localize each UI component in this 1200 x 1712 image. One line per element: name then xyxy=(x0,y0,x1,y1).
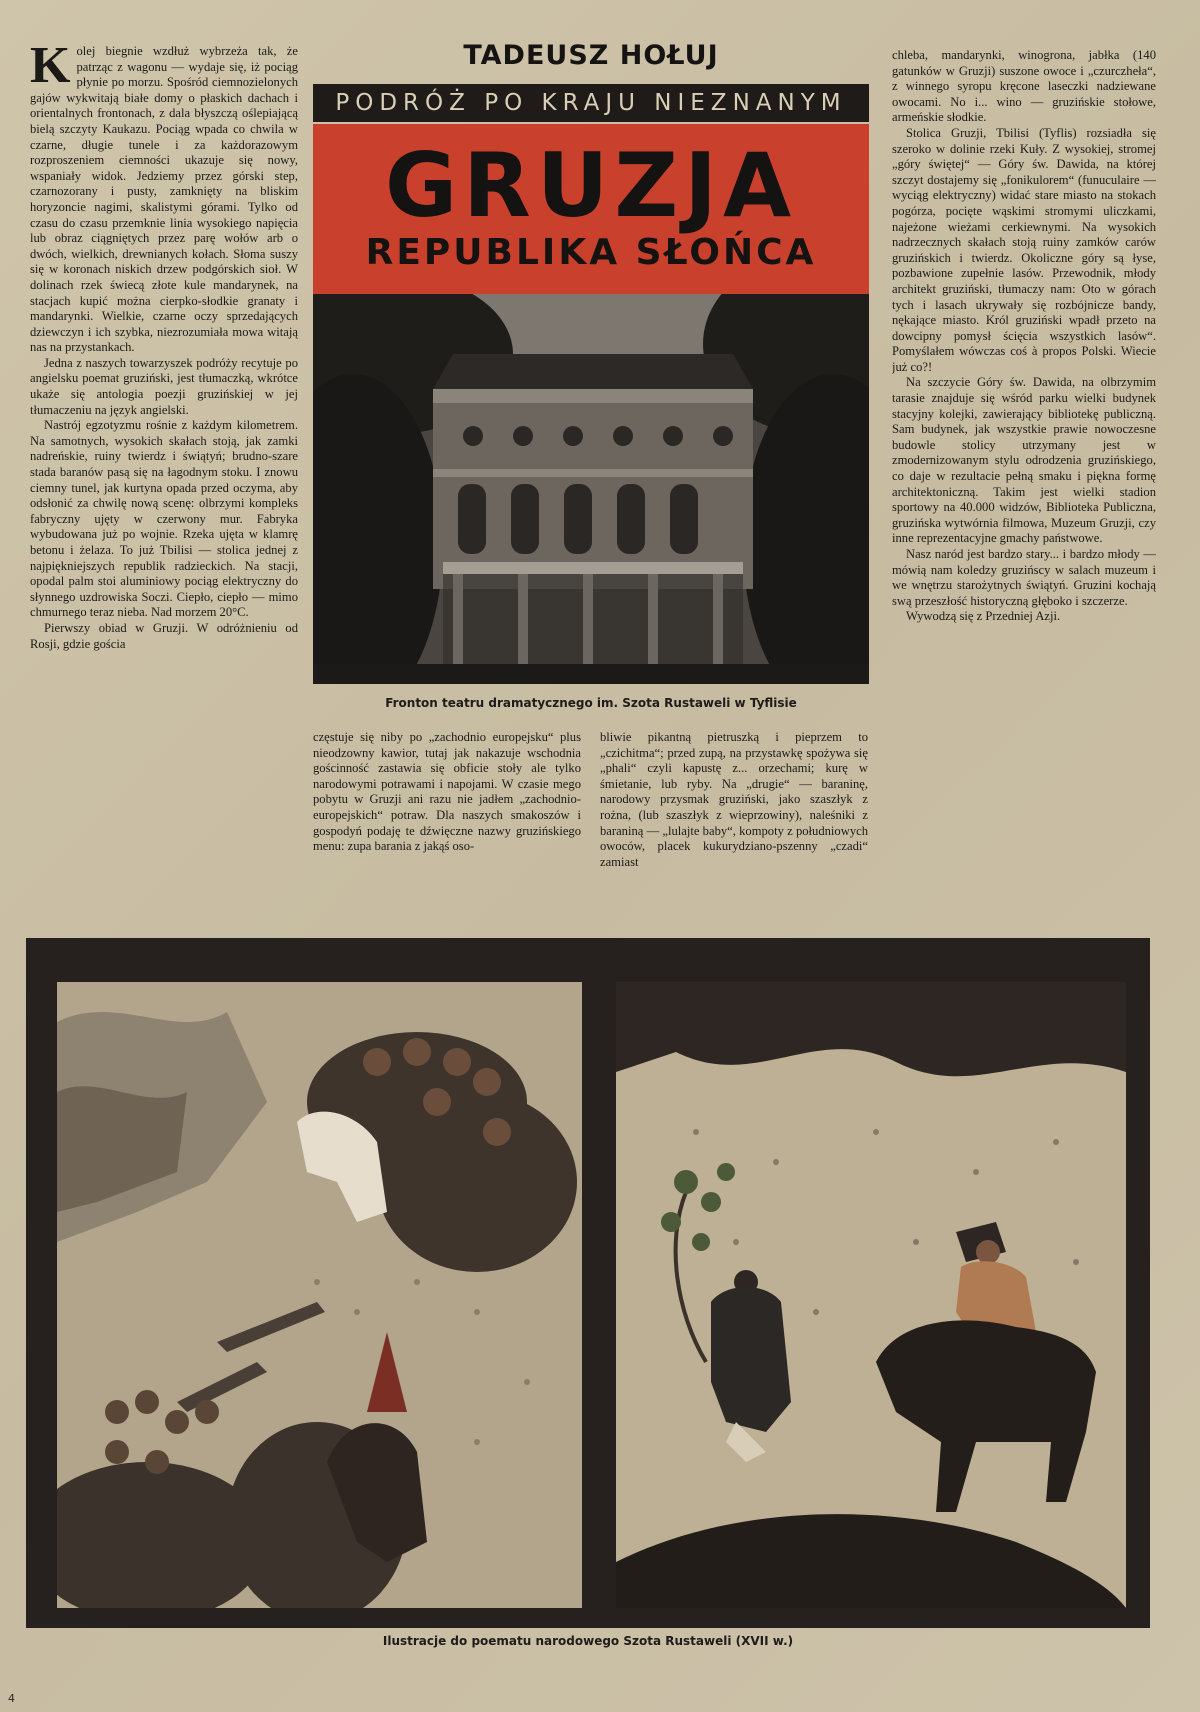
drop-cap: K xyxy=(30,44,71,94)
paragraph: częstuje się niby po „zachodnio europejsku“ plus nieodzowny kawior, tutaj jak nakazuje wschodnia gościnność zastawia się obficie stoły ale tylko narodowymi potrawami i napojami. W czasie mego pobytu w Gruzji ani razu nie jadłem „zachodnio-europejskich“ potraw. Dla naszych smakoszów i gospodyń podaję te dźwięczne nazwy gruzińskiego menu: zupa barania z jakąś oso- xyxy=(313,730,581,854)
paragraph: bliwie pikantną pietruszką i pieprzem to „czichitma“; przed zupą, na przystawkę spożywa się „phali“ czyli kapustę z... orzechami; kurę w śmietanie, lub ryby. Na „drugie“ — baraninę, narodowy przysmak gruziński, jako szaszłyk z rożna, (lub szaszłyk z wieprzowiny), naleśniki z baraniną — „lulajte baby“, kompoty z południowych owoców, placek kukurydziano-pszenny „czadi“ zamiast xyxy=(600,730,868,869)
paragraph: Nastrój egzotyzmu rośnie z każdym kilometrem. Na samotnych, wysokich skałach stoją, jak zamki nadreńskie, ruiny twierdz i świątyń; brudno-szare stada baranów pasą się na łagodnym stoku. I znowu ciemny tunel, jak kurtyna opada przed oczyma, aby odsłonić za chwilę nową scenę: olbrzymi kompleks fabryczny ujęty w czerwony mur. Fabryka wybudowana już po wojnie. Rzeka ujęta w klamrę betonu i żelaza. To już Tbilisi — stolica jednej z najpiękniejszych republik radzieckich. Na stacji, opodal palm stoi aluminiowy pociąg elektryczny do słynnego uzdrowiska Soczi. Ciepło, ciepło — mimo chmurnego teraz nieba. Nad morzem 20°C. xyxy=(30,418,298,620)
battle-scene-image xyxy=(57,982,582,1608)
illustrations-caption: Ilustracje do poematu narodowego Szota Rustaweli (XVII w.) xyxy=(382,1634,794,1648)
article-column-1 xyxy=(30,44,298,920)
article-column-2 xyxy=(313,730,581,920)
theatre-facade-image xyxy=(313,294,869,684)
article-column-3 xyxy=(600,730,868,920)
paragraph: Jedna z naszych towarzyszek podróży recytuje po angielsku poemat gruziński, jest tłumaczką, wkrótce ukaże się antologia poezji gruzińskiej w jej tłumaczeniu na język angielski. xyxy=(30,355,298,417)
series-title: PODRÓŻ PO KRAJU NIEZNANYM xyxy=(313,84,869,122)
paragraph: Kolej biegnie wzdłuż wybrzeża tak, że patrząc z wagonu — wydaje się, iż pociąg płynie po morzu. Spośród ciemnozielonych gajów wykwitają białe domy o płaskich dachach i orientalnych frontonach, z dala błyszczą oślepiającą bielą szczyty Kaukazu. Pociąg wpada co chwila w czarne, długie tunele i za każdorazowym rozproszeniem ciemności ukazuje się nowy, wspaniały widok. Jedziemy przez górski step, czarnozorany i pusty, zamknięty na bliskim horyzoncie nagimi, skalistymi górami. Tylko od czasu do czasu przemknie linia wysokiego napięcia lub obraz ciągniętych przez parę wołów arb o dwóch, wielkich, drewnianych kołach. Słoma suszy się w koronach niskich drzew podgórskich sioł. W dolinach rzek świecą złote kule mandarynek, na stacjach kupić można cierpko-słodkie granaty i mandarynki. Wielkie, czarne oczy sprzedających dziewczyn i ich szybka, niezrozumiała mowa witają nas na przystankach. xyxy=(30,44,298,355)
paragraph: Na szczycie Góry św. Dawida, na olbrzymim tarasie znajduje się wśród parku wielki budynek stacyjny kolejki, zawierający bibliotekę publiczną. Sam budynek, jak wszystkie prawie nowoczesne budowle stolicy utrzymany jest w zmodernizowanym stylu odrodzenia gruzińskiego, co daje w rezultacie pełną smaku i piękna formę architektoniczną. Takim jest wielki stadion sportowy na 40.000 widzów, Biblioteka Publiczna, gruzińska wytwórnia filmowa, Muzeum Gruzji, czy inne reprezentacyjne gmachy państwowe. xyxy=(892,375,1156,546)
paragraph: Wywodzą się z Przedniej Azji. xyxy=(906,609,1061,624)
paragraph: Nasz naród jest bardzo stary... i bardzo młody — mówią nam koledzy gruzińscy w salach muzeum i we wnętrzu starożytnych świątyń. Gruzini kochają swą przeszłość historyczną głęboko i szczerze. xyxy=(892,547,1156,608)
article-column-4 xyxy=(892,48,1156,920)
page-number: 4 xyxy=(8,1692,15,1705)
article-title: GRUZJA xyxy=(384,134,798,237)
illustration-riders-scene xyxy=(616,982,1126,1608)
illustration-battle-scene xyxy=(57,982,582,1608)
paragraph: Stolica Gruzji, Tbilisi (Tyflis) rozsiadła się szeroko w dolinie rzeki Kuły. Z wysokiej, stromej „góry świętej“ — Góry św. Dawida, na której szczyt dostajemy się „fonikulorem“ (funuculaire — wyciąg elektryczny) widać stare miasto na stokach pogórza, pocięte wąskimi stromymi uliczkami, najeżone wieżami cerkiewnymi. Na wysokich nadrzecznych skałach stoją ruiny zamków carów gruzińskich i twierdz. Okoliczne góry są łyse, pozbawione zupełnie lasów. Przewodnik, młody architekt gruziński, tłumaczy nam: Oto w górach tych i lasach ukrywały się rozbójnicze bandy, nękające miasto. Król gruziński wpadł przeto na dowcipny pomysł ścięcia wszystkich lasów“. Pomyślałem wówczas coś à propos Polski. Wiecie już co?! xyxy=(892,125,1156,374)
photo-caption: Fronton teatru dramatycznego im. Szota Rustaweli w Tyflisie xyxy=(385,696,797,710)
article-subtitle: REPUBLIKA SŁOŃCA xyxy=(365,232,817,273)
author-name: TADEUSZ HOŁUJ xyxy=(463,40,719,71)
paragraph: Pierwszy obiad w Gruzji. W odróżnieniu od Rosji, gdzie gościa xyxy=(30,620,298,651)
theatre-facade-photo xyxy=(313,294,869,684)
riders-scene-image xyxy=(616,982,1126,1608)
title-block xyxy=(313,124,869,294)
paragraph: chleba, mandarynki, winogrona, jabłka (140 gatunków w Gruzji) suszone owoce i „czurczheła“, z winnego syropu kręcone laseczki nadziewane owocami. No i... wino — gruzińskie stołowe, armeńskie słodkie. xyxy=(892,48,1156,125)
